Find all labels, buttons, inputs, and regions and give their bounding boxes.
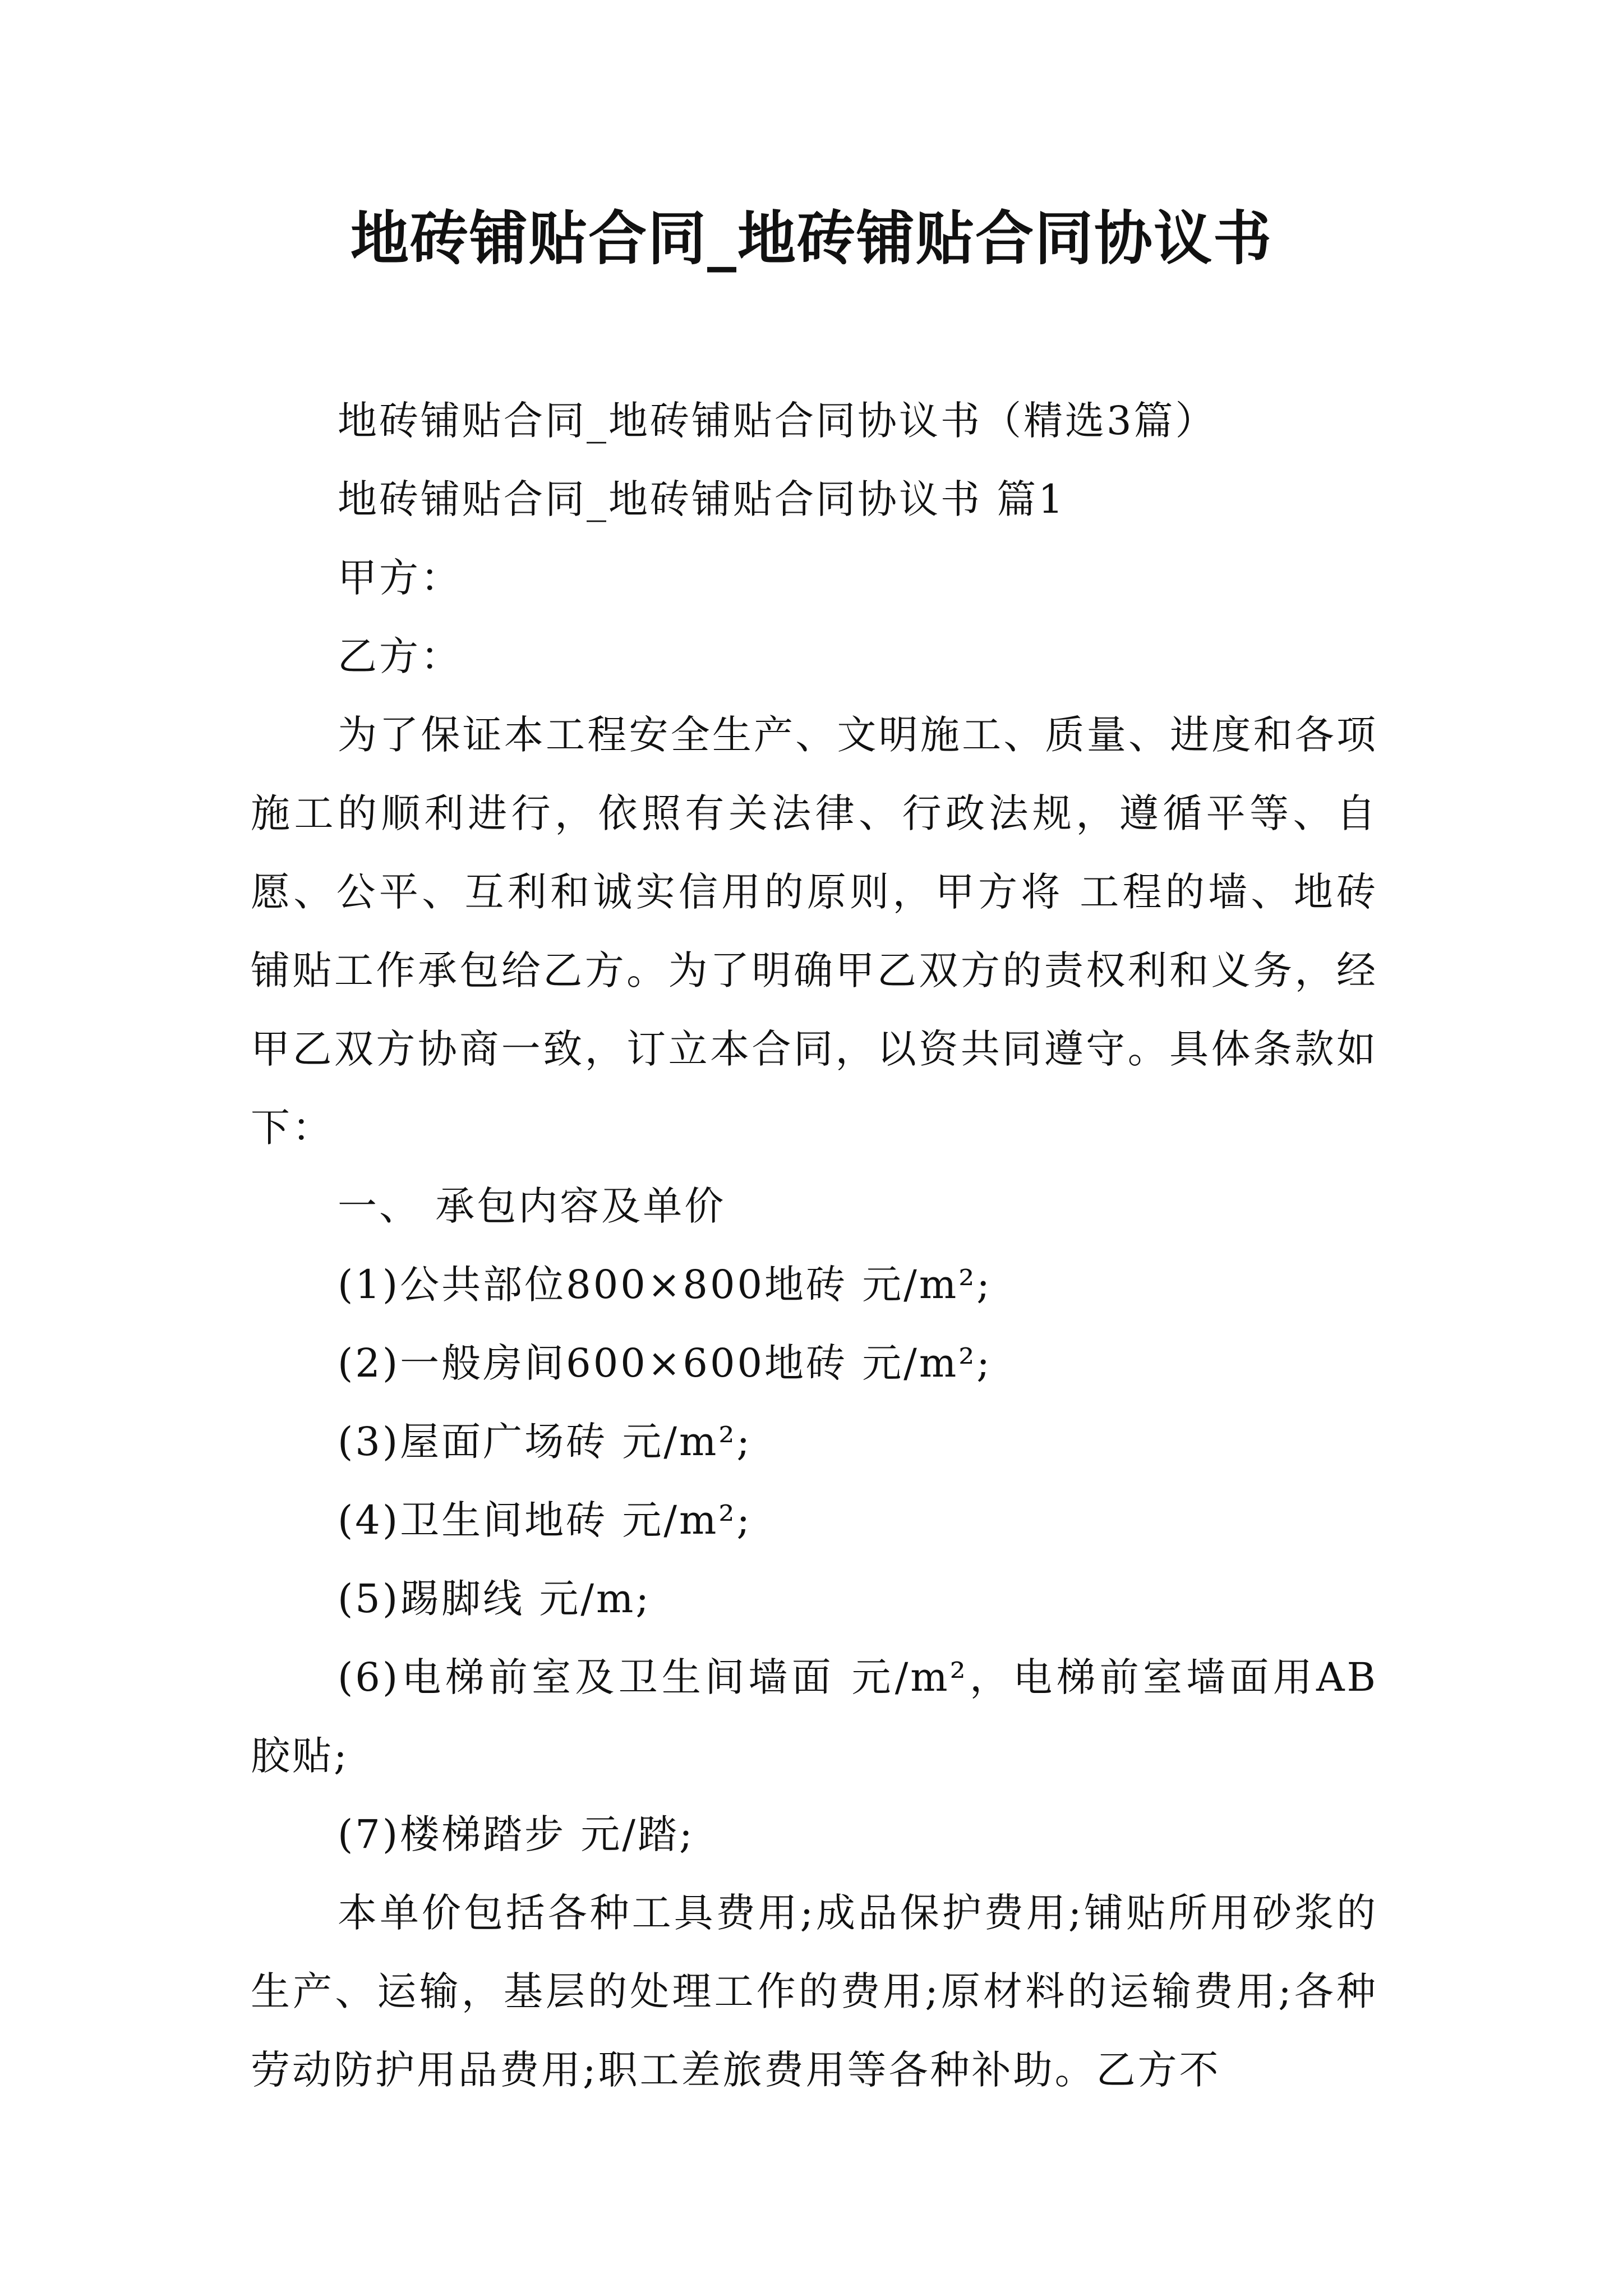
paragraph-item-5: (5)踢脚线 元/m; [338, 1576, 651, 1622]
paragraph-preamble: 为了保证本工程安全生产、文明施工、质量、进度和各项施工的顺利进行，依照有关法律、行政法规，遵循平等、自愿、公平、互利和诚实信用的原则，甲方将 工程的墙、地砖铺贴工作承包给乙方。为了明确甲乙双方的责权利和义务，经甲乙双方协商一致，订立本合同，以资共同遵守。具体条款如下： [251, 712, 1378, 1151]
document-title: 地砖铺贴合同_地砖铺贴合同协议书 [350, 204, 1272, 273]
paragraph-item-4: (4)卫生间地砖 元/m²; [338, 1497, 753, 1543]
paragraph-item-7: (7)楼梯踏步 元/踏; [338, 1811, 695, 1857]
paragraph-item-2: (2)一般房间600×600地砖 元/m²; [338, 1340, 992, 1386]
paragraph-section-heading: 地砖铺贴合同_地砖铺贴合同协议书 篇1 [338, 476, 1066, 522]
paragraph-clause-heading: 一、 承包内容及单价 [338, 1183, 726, 1229]
paragraph-item-1: (1)公共部位800×800地砖 元/m²; [338, 1262, 992, 1308]
paragraph-price-note: 本单价包括各种工具费用;成品保护费用;铺贴所用砂浆的生产、运输，基层的处理工作的费用;原材料的运输费用;各种劳动防护用品费用;职工差旅费用等各种补助。乙方不 [251, 1890, 1378, 2093]
paragraph-item-6: (6)电梯前室及卫生间墙面 元/m²，电梯前室墙面用AB胶贴; [251, 1654, 1378, 1779]
paragraph-party-b: 乙方： [338, 633, 462, 679]
paragraph-subtitle: 地砖铺贴合同_地砖铺贴合同协议书（精选3篇） [338, 398, 1217, 444]
document-body [251, 381, 1378, 2109]
paragraph-party-a: 甲方： [338, 555, 462, 601]
paragraph-item-3: (3)屋面广场砖 元/m²; [338, 1419, 753, 1465]
